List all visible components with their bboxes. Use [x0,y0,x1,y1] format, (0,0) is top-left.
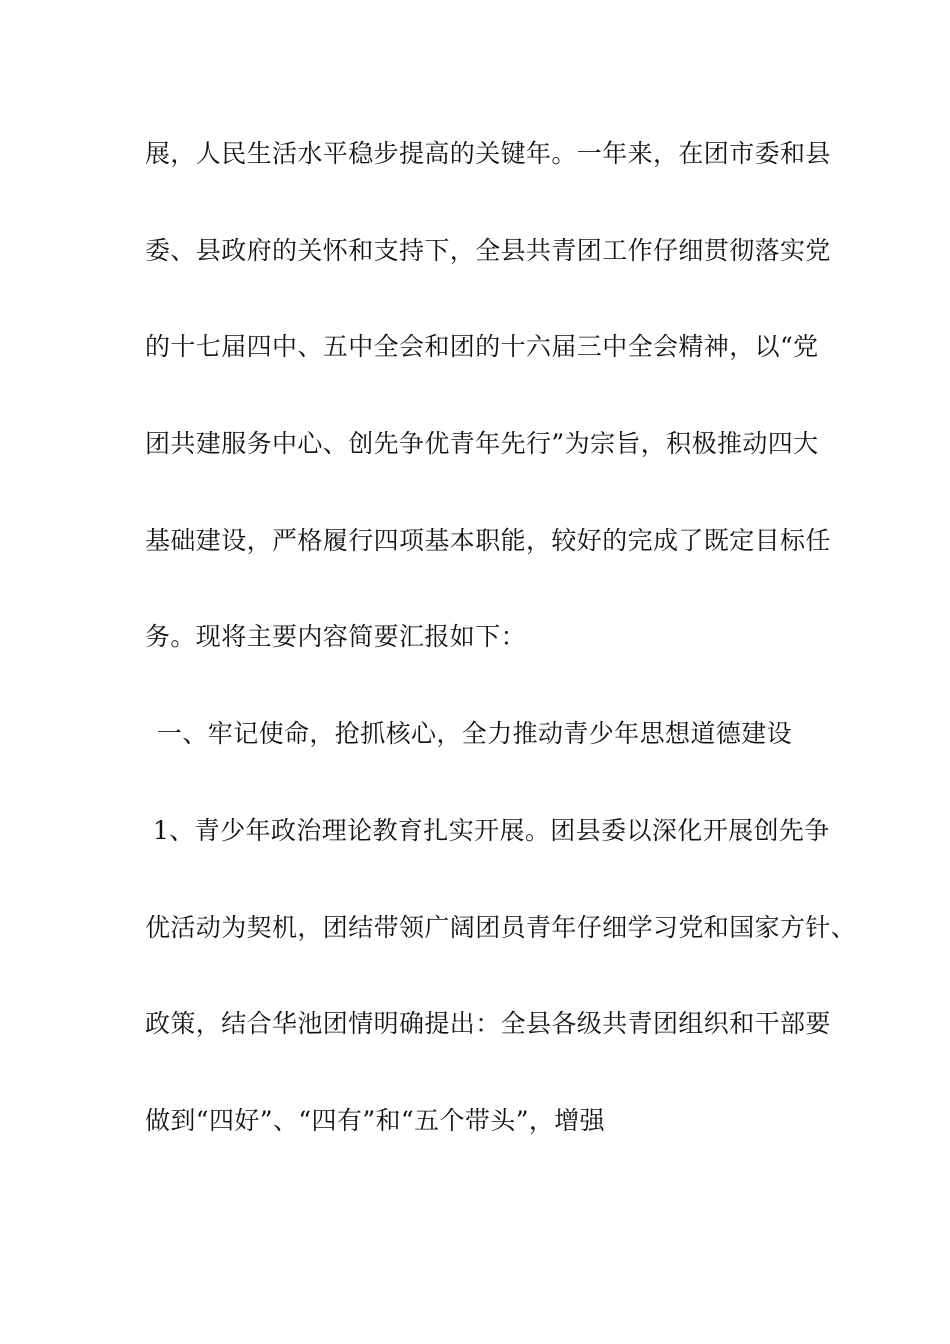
text-line: 委、县政府的关怀和支持下，全县共青团工作仔细贯彻落实党 [145,235,831,265]
text-line: 优活动为契机，团结带领广阔团员青年仔细学习党和国家方针、 [145,912,857,942]
section-heading: 一、牢记使命，抢抓核心，全力推动青少年思想道德建设 [157,719,793,749]
body-text [145,128,857,1192]
text-line: 做到“四好”、“四有”和“五个带头”，增强 [145,1105,606,1135]
text-line: 务。现将主要内容简要汇报如下： [145,622,527,652]
numbered-paragraph-start: 1、青少年政治理论教育扎实开展。团县委以深化开展创先争 [153,815,830,845]
text-line: 团共建服务中心、创先争优青年先行”为宗旨，积极推动四大 [145,429,819,459]
text-line: 基础建设，严格履行四项基本职能，较好的完成了既定目标任 [145,525,831,555]
text-line: 展，人民生活水平稳步提高的关键年。一年来，在团市委和县 [145,139,831,168]
text-line: 政策，结合华池团情明确提出：全县各级共青团组织和干部要 [145,1009,831,1039]
text-line: 的十七届四中、五中全会和团的十六届三中全会精神，以“党 [145,332,819,362]
